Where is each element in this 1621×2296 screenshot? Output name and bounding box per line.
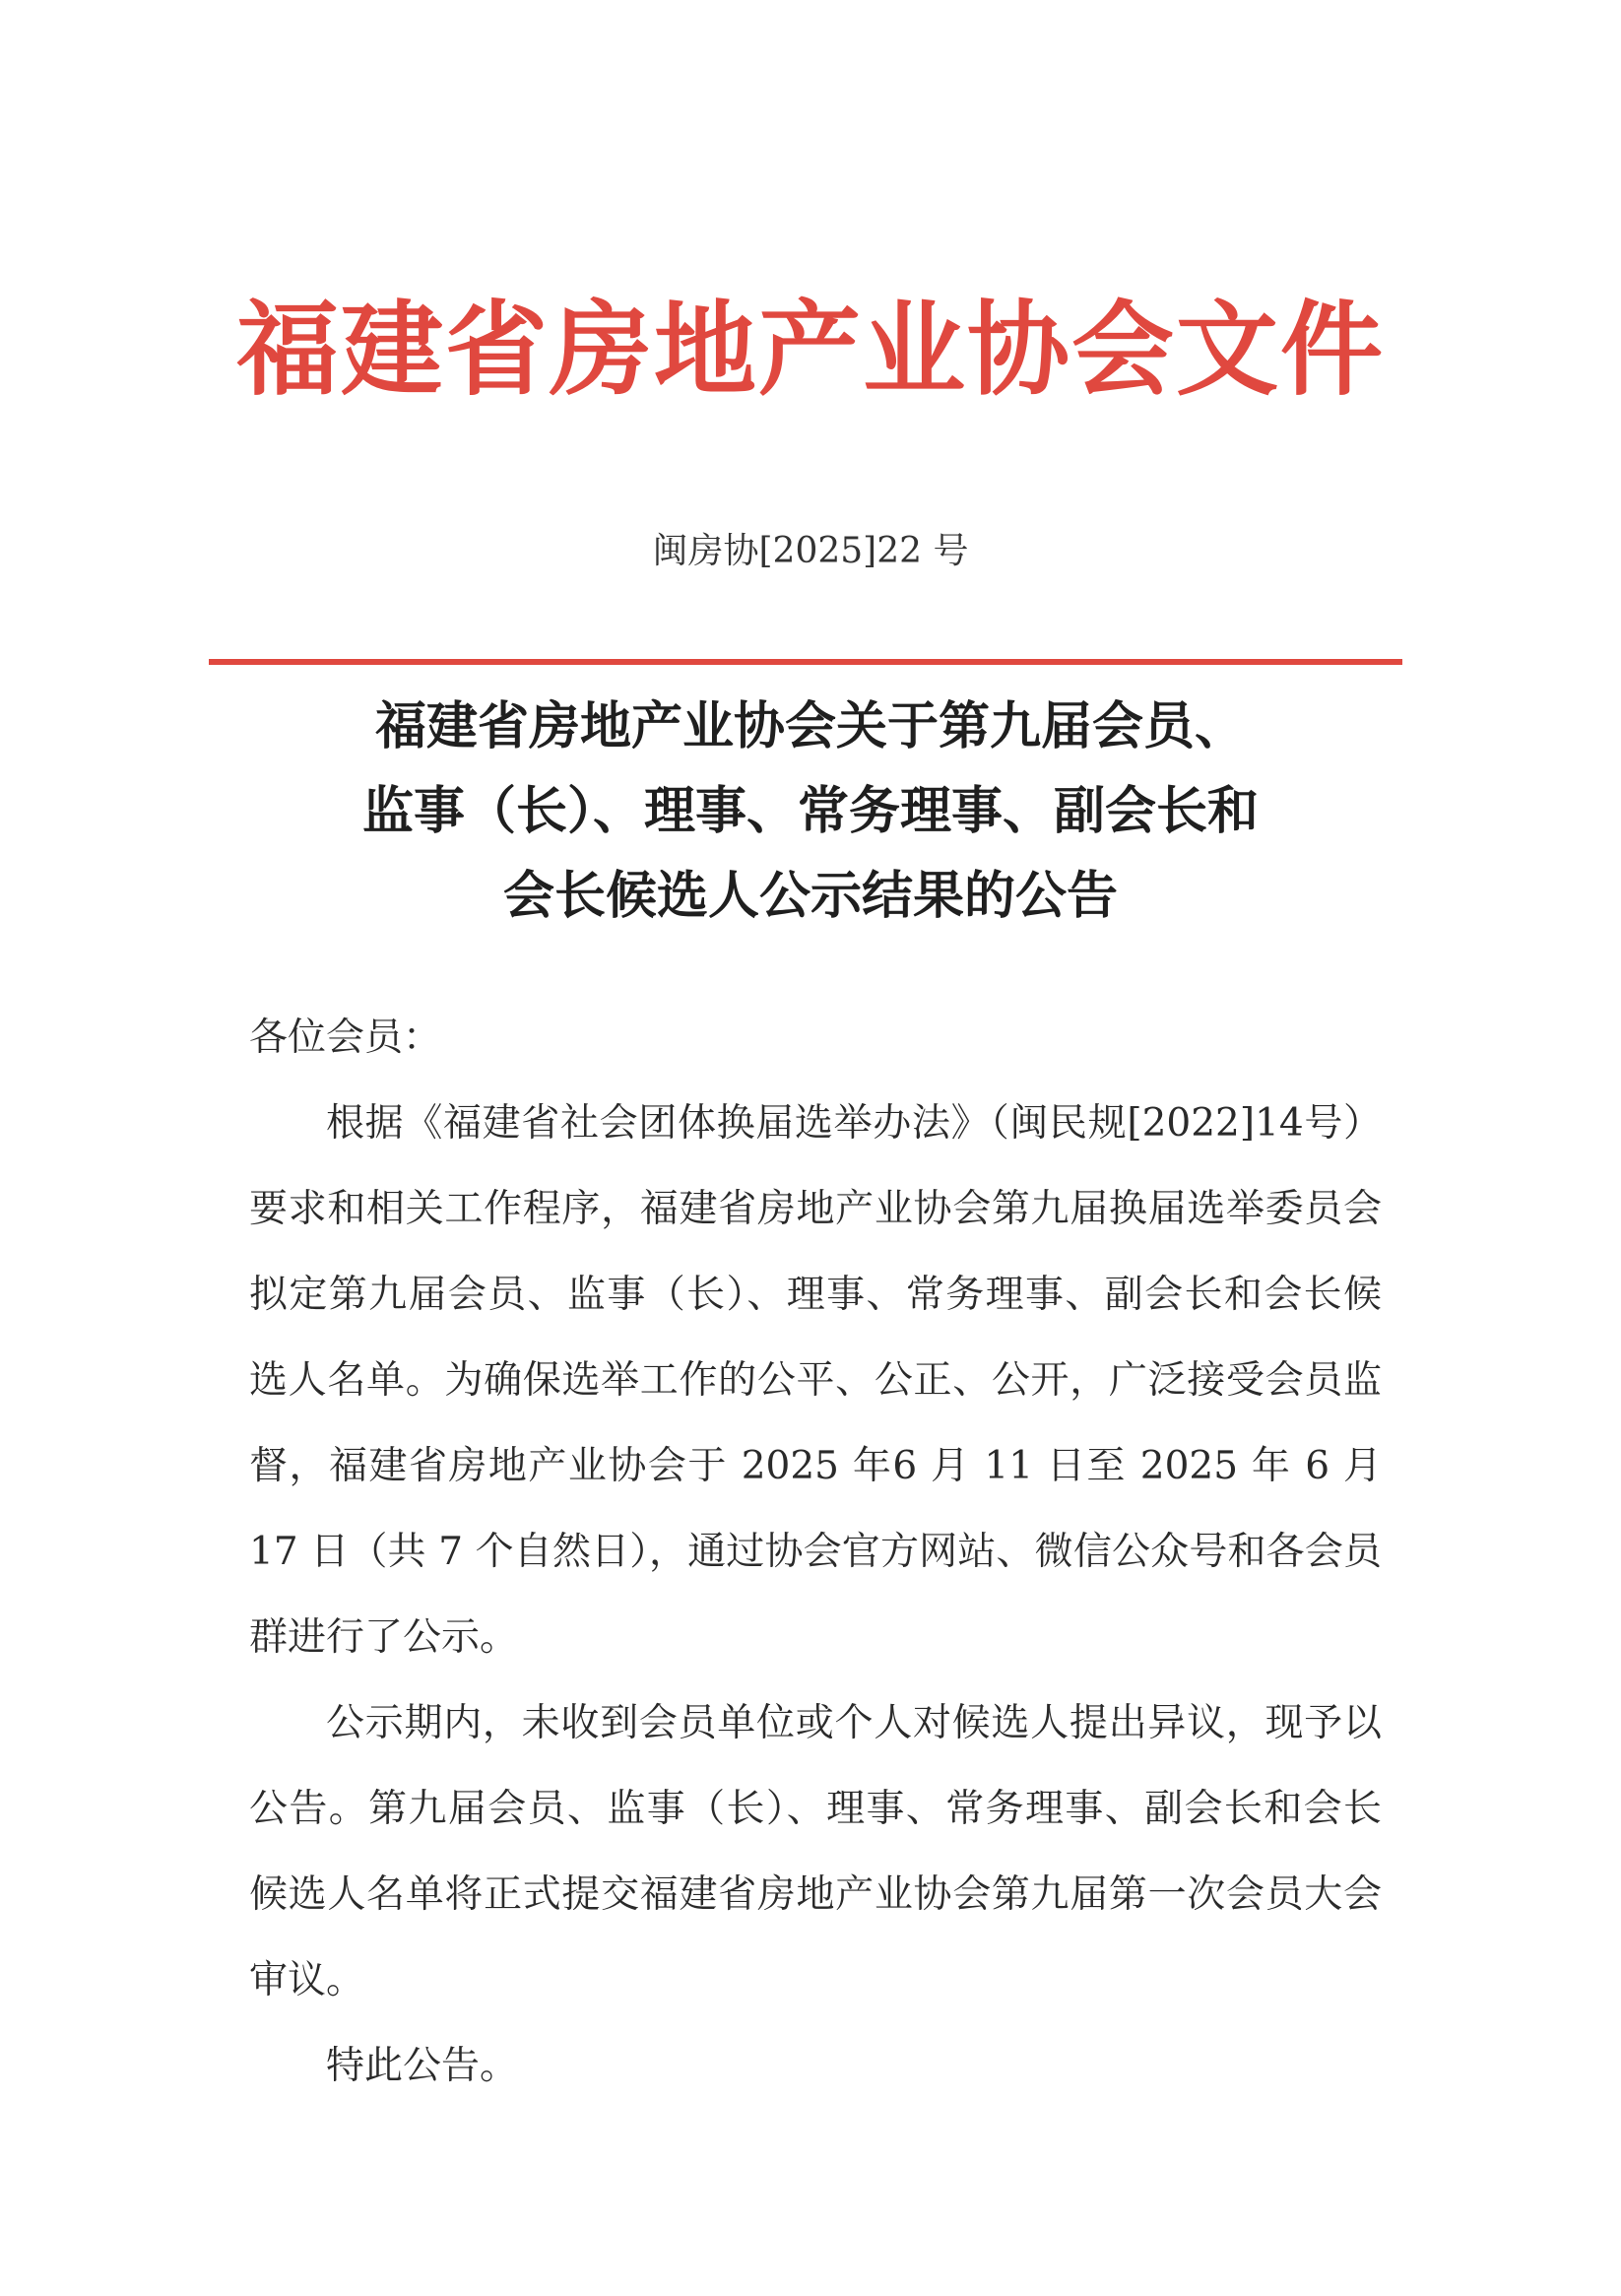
notice-title-line: 福建省房地产业协会关于第九届会员、 xyxy=(374,697,1246,756)
notice-title-line: 监事（长）、理事、常务理事、副会长和 xyxy=(361,782,1259,841)
body-paragraph: 公示期内，未收到会员单位或个人对候选人提出异议，现予以公告。第九届会员、监事（长）、理事、常务理事、副会长和会长候选人名单将正式提交福建省房地产业协会第九届第一次会员大会审议。 xyxy=(249,1701,1382,2002)
document-number: 闽房协[2025]22 号 xyxy=(652,531,969,571)
document-header-title: 福建省房地产业协会文件 xyxy=(235,289,1385,410)
salutation: 各位会员： xyxy=(249,1016,442,1060)
notice-title-line: 会长候选人公示结果的公告 xyxy=(502,867,1118,926)
notice-body xyxy=(249,995,1382,2109)
red-divider-line xyxy=(209,659,1402,665)
closing-remark: 特此公告。 xyxy=(326,2044,519,2088)
body-paragraph: 根据《福建省社会团体换届选举办法》（闽民规[2022]14号）要求和相关工作程序，福建省房地产业协会第九届换届选举委员会拟定第九届会员、监事（长）、理事、常务理事、副会长和会长候选人名单。为确保选举工作的公平、公正、公开，广泛接受会员监督，福建省房地产业协会于 2025 年6 月 11 日至 2025 年 6 月 17 日（共 7 个自然日），通过协会官方网站、微信公众号和各会员群进行了公示。 xyxy=(249,1101,1382,1660)
notice-title xyxy=(148,685,1473,939)
